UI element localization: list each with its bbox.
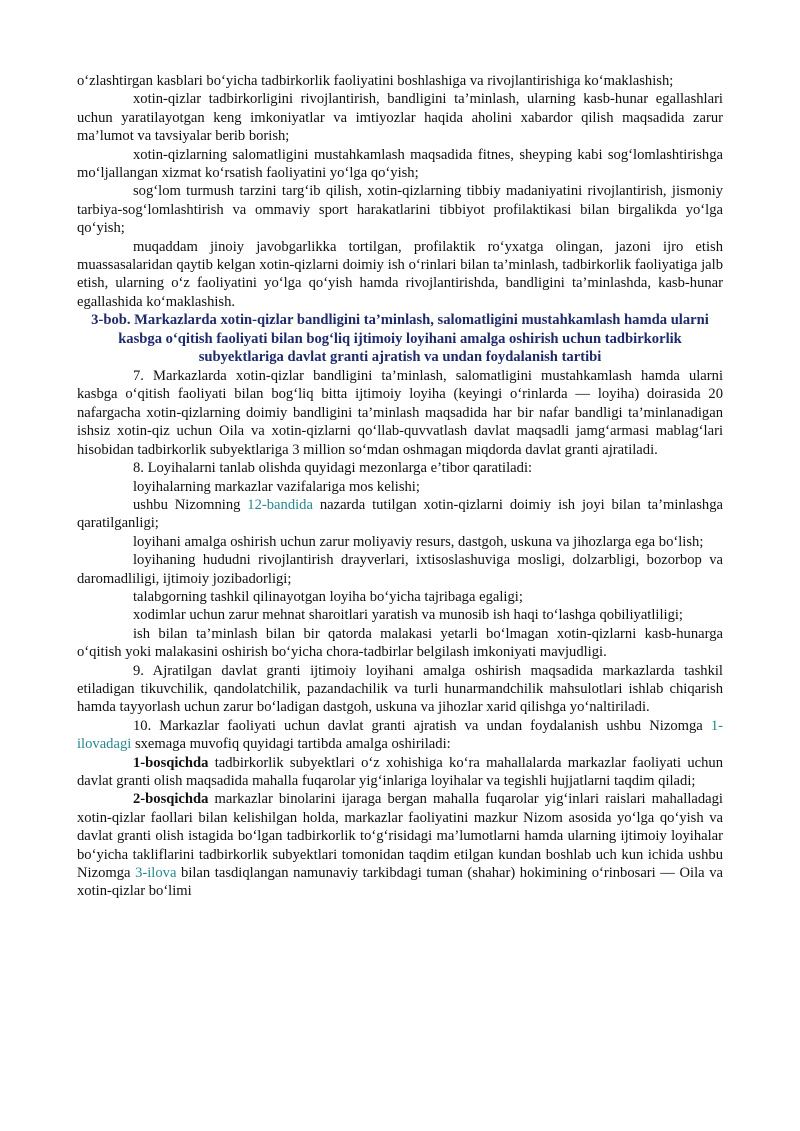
ilova-3-link[interactable]: 3-ilova	[135, 865, 177, 882]
paragraph-item: sog‘lom turmush tarzini targ‘ib qilish, xotin-qizlarning tibbiy madaniyatini rivojlantirish, jismoniy tarbiya-sog‘lomlashtirish va ommaviy sport harakatlarini tibbiyot profilaktikasi bilan birgalikda yo‘lga qo‘yish;	[77, 183, 723, 237]
stage-label: 2-bosqichda	[133, 791, 209, 808]
criterion-item: talabgorning tashkil qilinayotgan loyiha bo‘yicha tajribaga egaligi;	[133, 588, 523, 605]
criterion-item	[77, 496, 723, 533]
criterion-text: nazarda tutilgan xotin-qizlarni doimiy ish joyi bilan ta’minlashga qaratilganligi;	[77, 496, 723, 532]
paragraph-10	[77, 717, 723, 754]
stage-2	[77, 790, 723, 900]
criterion-item: loyihalarning markazlar vazifalariga mos kelishi;	[133, 478, 420, 495]
paragraph-item: xotin-qizlarning salomatligini mustahkamlash maqsadida fitnes, sheyping kabi sog‘lomlashtirishga mo‘ljallangan xizmat ko‘rsatish faoliyatini yo‘lga qo‘yish;	[77, 146, 723, 182]
paragraph-7: 7. Markazlarda xotin-qizlar bandligini ta’minlash, salomatligini mustahkamlash hamda ularni kasbga o‘qitish faoliyati bilan bog‘liq bitta ijtimoiy loyiha (keyingi o‘rinlarda — loyiha) doirasida 20 nafargacha xotin-qizlarning doimiy bandligini ta’minlash maqsadida har bir nafar bandligi ta’minlanadigan ishsiz xotin-qiz uchun Oila va xotin-qizlarni qo‘llab-quvvatlash davlat maqsadli jamg‘armasi mablag‘lari hisobidan tadbirkorlik subyektlariga 3 million so‘mdan oshmagan miqdorda davlat granti ajratiladi.	[77, 368, 723, 458]
criterion-item: ish bilan ta’minlash bilan bir qatorda malakasi yetarli bo‘lmagan xotin-qizlarni kasb-hunarga o‘qitish yoki malakasini oshirish bo‘yicha chora-tadbirlar belgilash imkoniyati mavjudligi.	[77, 625, 723, 661]
paragraph-continuation: o‘zlashtirgan kasblari bo‘yicha tadbirkorlik faoliyatini boshlashiga va rivojlantirishiga ko‘maklashish;	[77, 73, 674, 89]
ilova-1-link[interactable]: 1-ilovadagi	[77, 717, 723, 753]
bandi-link[interactable]: 12-bandida	[247, 496, 313, 513]
paragraph-item: xotin-qizlar tadbirkorligini rivojlantirish, bandligini ta’minlash, ularning kasb-hunar egallashlari uchun yaratilayotgan keng imkoniyatlar va imtiyozlar haqida aholini xabardor qilish maqsadida zarur ma’lumot va tavsiyalar berib borish;	[77, 91, 723, 145]
stage-label: 1-bosqichda	[133, 754, 209, 771]
stage-text: markazlar binolarini ijaraga bergan mahalla fuqarolar yig‘inlari raislari mahalladagi xotin-qizlar faollari bilan kelishilgan holda, markazlar faoliyatini mazkur Nizom asosida yo‘lga qo‘yish va davlat granti olish istagida bo‘lgan tadbirkorlik to‘g‘risidagi ma’lumotlarni hamda ularning ijtimoiy loyihalar bo‘yicha takliflarini tadbirkorlik subyektlari tomonidan taqdim etilgan kundan boshlab uch kun ichida ushbu Nizomga	[77, 791, 723, 882]
paragraph-8: 8. Loyihalarni tanlab olishda quyidagi mezonlarga e’tibor qaratiladi:	[133, 460, 533, 477]
stage-text: bilan tasdiqlangan namunaviy tarkibdagi tuman (shahar) hokimining o‘rinbosari — Oila va xotin-qizlar bo‘limi	[77, 865, 723, 900]
document-page	[77, 72, 723, 901]
criterion-item: loyihaning hududni rivojlantirish drayverlari, ixtisoslashuviga mosligi, dolzarbligi, bozorbop va daromadliligi, ijtimoiy jozibadorligi;	[77, 552, 723, 587]
paragraph-9: 9. Ajratilgan davlat granti ijtimoiy loyihani amalga oshirish maqsadida markazlarda tashkil etiladigan tikuvchilik, qandolatchilik, pazandachilik va turli hunarmandchilik mahsulotlari ishlab chiqarish hamda tayyorlash uchun zarur bo‘ladigan dastgoh, uskuna va jihozlar xarid qilishga yo‘naltiriladi.	[77, 662, 723, 716]
paragraph-text: 10. Markazlar faoliyati uchun davlat granti ajratish va undan foydalanish ushbu Nizomga	[133, 717, 711, 734]
stage-text: tadbirkorlik subyektlari o‘z xohishiga ko‘ra mahallalarda markazlar faoliyati uchun davlat granti olish maqsadida mahalla fuqarolar yig‘inlariga loyihalar va tegishli hujjatlarni taqdim qiladi;	[77, 754, 723, 789]
criterion-item: loyihani amalga oshirish uchun zarur moliyaviy resurs, dastgoh, uskuna va jihozlarga ega bo‘lish;	[133, 533, 704, 550]
paragraph-item: muqaddam jinoiy javobgarlikka tortilgan, profilaktik ro‘yxatga olingan, jazoni ijro etish muassasalaridan qaytib kelgan xotin-qizlarni doimiy ish o‘rinlari bilan ta’minlash, tadbirkorlik faoliyatiga jalb etish, ularning o‘z faoliyatini yo‘lga qo‘yish hamda rivojlantirishda, bandligini ta’minlashda, kasb-hunar egallashida ko‘maklashish.	[77, 238, 723, 310]
criterion-text: ushbu Nizomning	[133, 496, 248, 513]
paragraph-text: sxemaga muvofiq quyidagi tartibda amalga oshiriladi:	[131, 736, 451, 753]
stage-1	[77, 754, 723, 791]
criterion-item: xodimlar uchun zarur mehnat sharoitlari yaratish va munosib ish haqi to‘lashga qobiliyatliligi;	[133, 607, 683, 624]
chapter-heading: 3-bob. Markazlarda xotin-qizlar bandligini ta’minlash, salomatligini mustahkamlash hamda ularni kasbga o‘qitish faoliyati bilan bog‘liq ijtimoiy loyihani amalga oshirish uchun tadbirkorlik subyektlariga davlat granti ajratish va undan foydalanish tartibi	[91, 312, 709, 366]
